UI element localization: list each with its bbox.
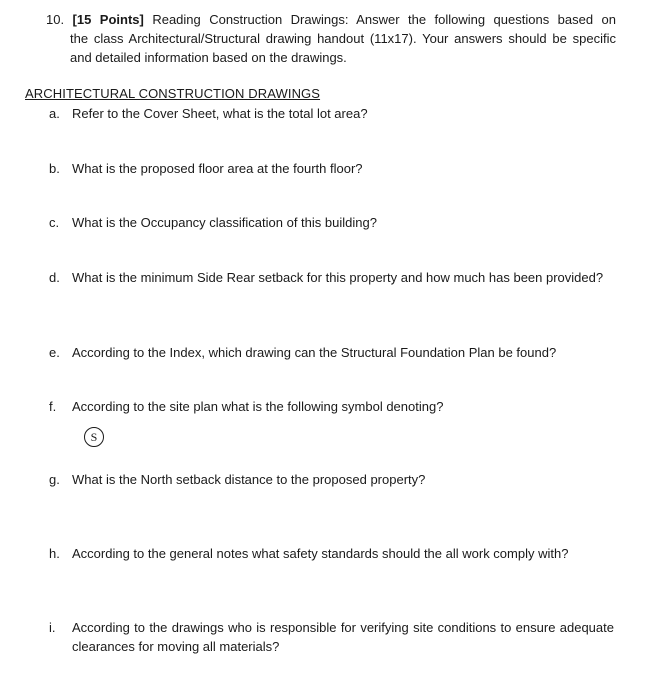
item-letter: c.	[49, 215, 60, 230]
question-first-line	[46, 10, 616, 29]
item-letter: b.	[49, 161, 60, 176]
item-letter: d.	[49, 270, 60, 285]
question-item-b	[49, 159, 614, 178]
item-text: What is the proposed floor area at the fourth floor?	[72, 161, 363, 176]
item-text: According to the Index, which drawing can the Structural Foundation Plan be found?	[72, 345, 557, 360]
item-letter: g.	[49, 472, 60, 487]
question-item-h	[49, 544, 614, 563]
question-item-g	[49, 470, 614, 489]
circled-s-icon	[84, 427, 104, 447]
item-text: According to the drawings who is responsible for verifying site conditions to ensure adequate clearances for moving all materials?	[72, 620, 614, 654]
item-text: What is the North setback distance to the proposed property?	[72, 472, 426, 487]
question-item-i	[49, 618, 614, 656]
item-letter: e.	[49, 345, 60, 360]
symbol-letter: S	[90, 429, 98, 444]
item-text: Refer to the Cover Sheet, what is the total lot area?	[72, 106, 368, 121]
question-intro: Reading Construction Drawings: Answer the following questions based on	[152, 12, 616, 27]
item-text: According to the general notes what safety standards should the all work comply with?	[72, 546, 569, 561]
question-number: 10.	[46, 12, 65, 27]
section-title: ARCHITECTURAL CONSTRUCTION DRAWINGS	[25, 86, 321, 101]
item-text: According to the site plan what is the following symbol denoting?	[72, 399, 444, 414]
question-item-c	[49, 213, 614, 232]
question-item-a	[49, 104, 614, 123]
question-instructions: the class Architectural/Structural drawing handout (11x17). Your answers should be specific and detailed information based on the drawings.	[70, 31, 616, 65]
item-letter: i.	[49, 620, 56, 635]
question-points: [15 Points]	[72, 12, 144, 27]
question-item-d	[49, 268, 614, 287]
item-text: What is the minimum Side Rear setback for this property and how much has been provided?	[72, 270, 604, 285]
item-letter: f.	[49, 399, 57, 414]
question-item-e	[49, 343, 614, 362]
question-header	[46, 10, 616, 67]
item-text: What is the Occupancy classification of this building?	[72, 215, 377, 230]
question-item-f	[49, 397, 614, 416]
item-letter: a.	[49, 106, 60, 121]
item-letter: h.	[49, 546, 60, 561]
